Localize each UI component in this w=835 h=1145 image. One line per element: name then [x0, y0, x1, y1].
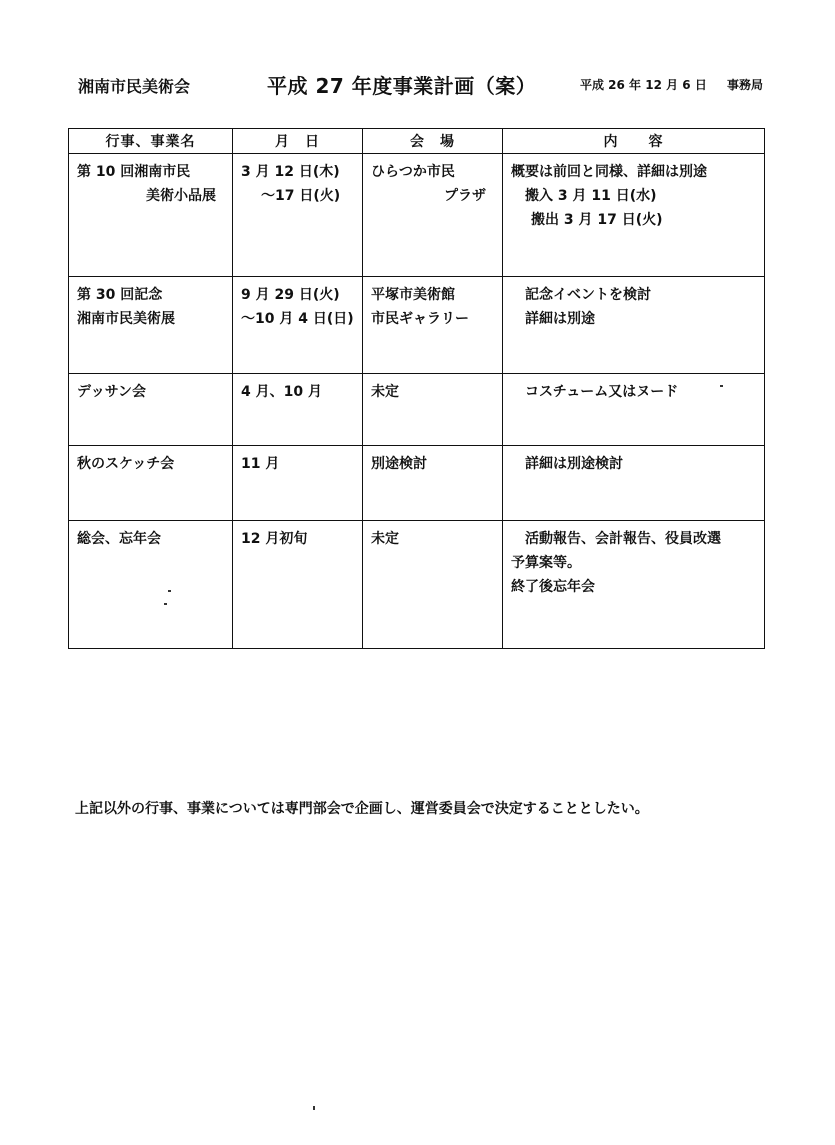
- venue-cell: [363, 154, 503, 277]
- issuing-office: 事務局: [727, 78, 764, 92]
- venue-line: 別途検討: [371, 456, 427, 472]
- event-line: 総会、忘年会: [77, 531, 161, 547]
- venue-cell: [363, 277, 503, 374]
- scan-speck: [313, 1106, 315, 1110]
- table-header-row: [69, 129, 765, 154]
- date-line: ～17 日(火): [261, 188, 341, 204]
- organization-name: 湘南市民美術会: [78, 77, 191, 96]
- date-cell: [233, 374, 363, 446]
- date-cell: [233, 521, 363, 649]
- content-line: 搬出 3 月 17 日(火): [531, 212, 663, 228]
- event-cell: [69, 521, 233, 649]
- column-header-date: 月 日: [233, 129, 363, 154]
- content-cell: [503, 154, 765, 277]
- venue-line: プラザ: [444, 188, 486, 204]
- event-cell: [69, 446, 233, 521]
- table-row: [69, 446, 765, 521]
- content-line: 詳細は別途: [525, 311, 595, 327]
- event-plan-table: [68, 128, 765, 649]
- table-row: [69, 521, 765, 649]
- content-line: コスチューム又はヌード: [525, 384, 679, 400]
- venue-line: ひらつか市民: [371, 164, 455, 180]
- date-cell: [233, 277, 363, 374]
- column-header-venue: 会 場: [363, 129, 503, 154]
- content-line: 概要は前回と同様、詳細は別途: [511, 164, 707, 180]
- table-row: [69, 374, 765, 446]
- venue-line: 平塚市美術館: [371, 287, 455, 303]
- content-line: 活動報告、会計報告、役員改選: [525, 531, 721, 547]
- content-line: 記念イベントを検討: [525, 287, 651, 303]
- table-row: [69, 277, 765, 374]
- venue-line: 市民ギャラリー: [371, 311, 469, 327]
- venue-cell: [363, 446, 503, 521]
- content-cell: [503, 521, 765, 649]
- venue-cell: [363, 521, 503, 649]
- date-line: 12 月初旬: [241, 531, 308, 547]
- date-line: 9 月 29 日(火): [241, 287, 340, 303]
- date-cell: [233, 446, 363, 521]
- content-cell: [503, 277, 765, 374]
- date-line: 11 月: [241, 456, 280, 472]
- footer-note: 上記以外の行事、事業については専門部会で企画し、運営委員会で決定することとしたい。: [75, 801, 649, 817]
- date-cell: [233, 154, 363, 277]
- content-line: 詳細は別途検討: [525, 456, 623, 472]
- content-line: 搬入 3 月 11 日(水): [525, 188, 657, 204]
- table-row: [69, 154, 765, 277]
- scan-speck: [720, 385, 723, 387]
- content-line: 終了後忘年会: [511, 579, 595, 595]
- date-line: 4 月、10 月: [241, 384, 322, 400]
- date-line: ～10 月 4 日(日): [241, 311, 354, 327]
- venue-line: 未定: [371, 531, 399, 547]
- event-line: デッサン会: [77, 384, 147, 400]
- date-line: 3 月 12 日(木): [241, 164, 340, 180]
- content-cell: [503, 374, 765, 446]
- event-cell: [69, 277, 233, 374]
- event-line: 湘南市民美術展: [77, 311, 175, 327]
- document-date: 平成 26 年 12 月 6 日: [580, 78, 707, 92]
- event-line: 第 10 回湘南市民: [77, 164, 191, 180]
- venue-line: 未定: [371, 384, 399, 400]
- column-header-content: 内 容: [503, 129, 765, 154]
- event-line: 秋のスケッチ会: [77, 456, 175, 472]
- document-title: 平成 27 年度事業計画（案）: [267, 74, 537, 98]
- content-line: 予算案等。: [511, 555, 581, 571]
- scan-speck: [168, 590, 171, 592]
- column-header-event: 行事、事業名: [69, 129, 233, 154]
- scan-speck: [164, 603, 167, 605]
- event-cell: [69, 374, 233, 446]
- content-cell: [503, 446, 765, 521]
- event-line: 美術小品展: [146, 188, 216, 204]
- venue-cell: [363, 374, 503, 446]
- event-cell: [69, 154, 233, 277]
- event-line: 第 30 回記念: [77, 287, 163, 303]
